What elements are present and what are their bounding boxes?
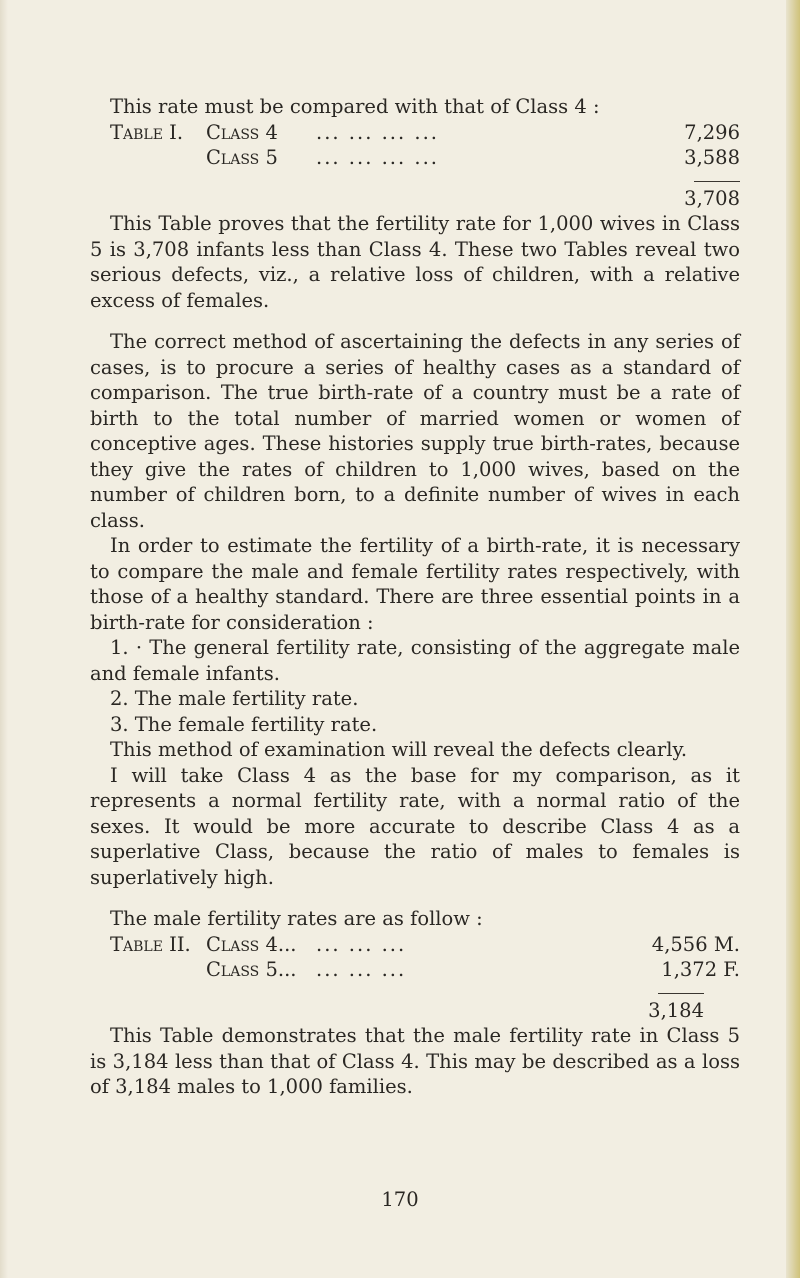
paragraph-gap — [90, 313, 740, 329]
table-2-label: Table II. — [110, 932, 191, 956]
table-1-row — [90, 120, 740, 146]
table-2-total-row — [90, 994, 740, 1024]
table-2-class: Class 5... — [206, 958, 297, 981]
page-number: 170 — [381, 1188, 419, 1211]
page-body — [90, 94, 740, 1100]
paragraph: This Table demonstrates that the male fertility rate in Class 5 is 3,184 less than that of Class 4. This may be described as a loss of 3,184 males to 1,000 families. — [90, 1024, 740, 1098]
paragraph: The correct method of ascertaining the defects in any series of cases, is to procure a series of healthy cases as a standard of comparison. The true birth-rate of a country must be a rate of birth to the total number of married women or women of conceptive ages. These histories supply true birth-rates, because they give the rates of children to 1,000 wives, based on the number of children born, to a definite number of wives in each class. — [90, 330, 740, 532]
table-1-class: Class 5 — [206, 146, 278, 169]
table-2-row — [90, 957, 740, 983]
table-1-class: Class 4 — [206, 120, 278, 144]
paragraph: This Table proves that the fertility rate for 1,000 wives in Class 5 is 3,708 infants less than Class 4. These two Tables reveal two serious defects, viz., a relative loss of children, with a relative excess of females. — [90, 212, 740, 312]
leader-dots: ... ... ... ... — [316, 146, 439, 169]
paragraph: The male fertility rates are as follow : — [110, 907, 483, 930]
leader-dots: ... ... ... — [316, 958, 407, 981]
leader-dots: ... ... ... — [316, 932, 407, 956]
table-2 — [90, 932, 740, 1024]
table-2-value: 1,372 F. — [661, 958, 740, 981]
list-item: 3. The female fertility rate. — [110, 712, 378, 736]
paragraph: This method of examination will reveal the defects clearly. — [110, 738, 688, 761]
list-item: 1. · The general fertility rate, consisting of the aggregate male and female infants. — [90, 636, 740, 685]
table-2-class: Class 4... — [206, 932, 297, 956]
page-edge-left — [0, 0, 8, 1278]
list-item: 2. The male fertility rate. — [110, 687, 359, 710]
table-2-value: 4,556 M. — [651, 932, 740, 956]
paragraph: I will take Class 4 as the base for my comparison, as it represents a normal fertility rate, with a normal ratio of the sexes. It would be more accurate to describe Class 4 as a superlative Class, because the ratio of males to females is superlatively high. — [90, 763, 740, 889]
intro-line: This rate must be compared with that of Class 4 : — [110, 95, 600, 118]
table-1-value: 3,588 — [684, 146, 740, 169]
table-1-label: Table I. — [110, 120, 184, 144]
table-1-row — [90, 145, 740, 171]
table-1-total: 3,708 — [684, 186, 740, 210]
table-1-total-row — [90, 182, 740, 212]
paragraph: In order to estimate the fertility of a birth-rate, it is necessary to compare the male and female fertility rates respectively, with those of a healthy standard. There are three essential points in a birth-rate for consideration : — [90, 534, 740, 634]
table-1 — [90, 120, 740, 212]
paragraph-gap — [90, 890, 740, 906]
table-2-total: 3,184 — [648, 998, 704, 1022]
table-1-value: 7,296 — [684, 120, 740, 144]
page-edge-right — [786, 0, 800, 1278]
table-2-row — [90, 932, 740, 958]
leader-dots: ... ... ... ... — [316, 120, 439, 144]
